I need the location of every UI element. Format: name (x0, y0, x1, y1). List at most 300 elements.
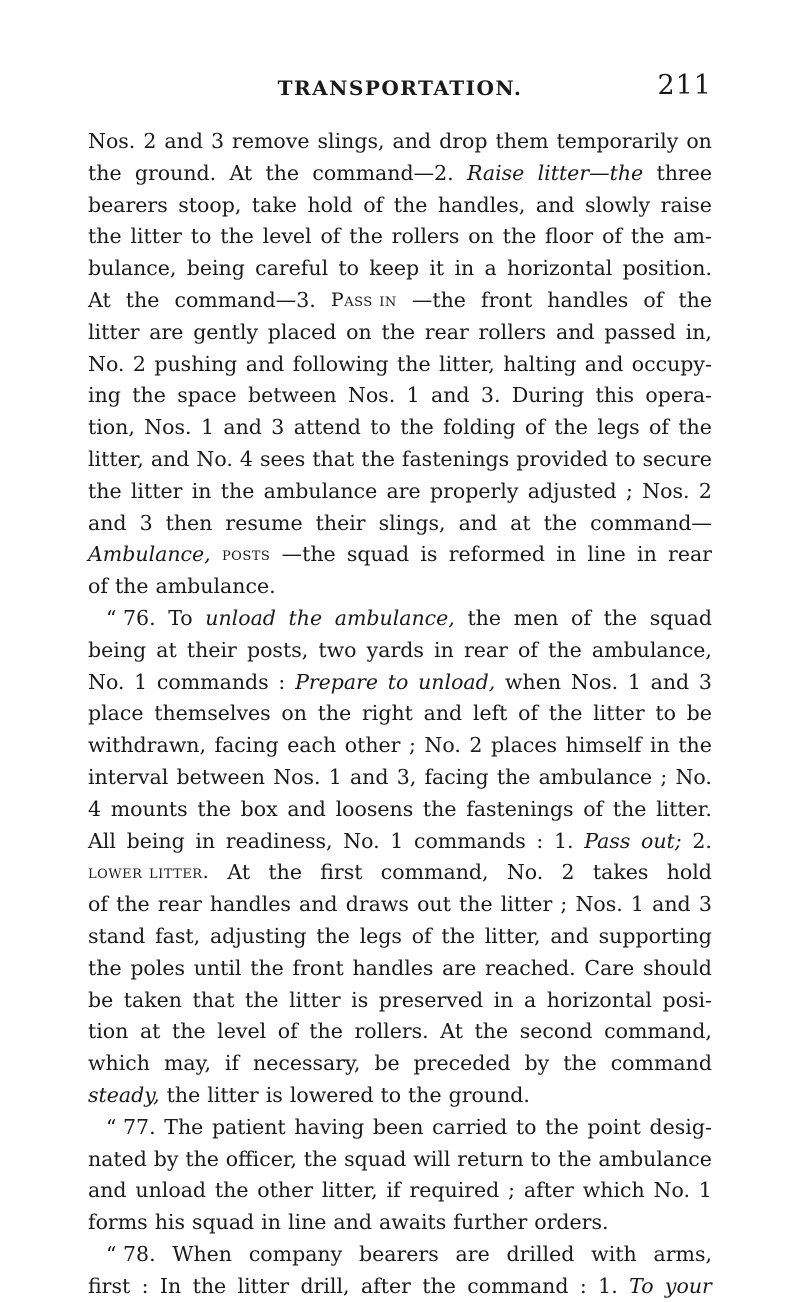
word: following (292, 351, 389, 376)
text-line (88, 1048, 712, 1080)
word: slings, (317, 129, 385, 153)
word: to (615, 446, 636, 471)
text-line (88, 412, 712, 444)
text-line (88, 698, 712, 730)
word: and (550, 923, 589, 948)
word: of (411, 923, 432, 948)
word: ; (508, 1178, 516, 1203)
text-line (88, 1175, 712, 1207)
word: the (408, 1082, 442, 1107)
word: litter, (439, 351, 495, 376)
word: remove (232, 129, 310, 153)
word: nated (88, 1146, 147, 1171)
word: posts, (246, 637, 309, 662)
word: The (164, 1114, 204, 1139)
word: Nos. (273, 764, 321, 789)
word: forms (88, 1210, 148, 1235)
word: preserved (378, 987, 484, 1012)
word: desig- (649, 1114, 712, 1139)
word: to (380, 1082, 402, 1107)
word: between (248, 383, 337, 408)
word: places (490, 733, 557, 758)
text-line (88, 476, 712, 508)
word: Nos. (144, 415, 192, 440)
word: —the (281, 542, 336, 567)
word: having (294, 1114, 365, 1139)
word: being (186, 256, 245, 281)
word: ambulance, (591, 637, 712, 662)
word: tion, (88, 415, 135, 440)
word: fastenings (401, 446, 510, 471)
word: bulance, (88, 256, 177, 281)
word: of (518, 637, 538, 662)
word: to (370, 415, 391, 440)
word: them (495, 129, 549, 153)
word: being (88, 637, 147, 662)
word: No. (675, 764, 712, 789)
word: of (583, 796, 604, 821)
word: 3 (698, 669, 712, 694)
word: your (664, 1273, 712, 1298)
text-line (88, 1207, 712, 1239)
word: the (361, 446, 395, 471)
text-line (88, 762, 712, 794)
word: handles (547, 287, 629, 312)
word: the (88, 160, 122, 185)
word: 1 (627, 669, 641, 694)
word: will (413, 1146, 451, 1171)
word: be (88, 987, 114, 1012)
word: adjusted (527, 478, 617, 503)
word: ; (408, 733, 416, 758)
word: men (513, 605, 559, 630)
word: squad (191, 1210, 255, 1235)
word: the (381, 319, 416, 344)
word: No. (196, 446, 233, 471)
word: rollers (478, 319, 547, 344)
word: are (455, 1241, 490, 1266)
word: in (434, 637, 454, 662)
word: and (333, 1210, 372, 1235)
word: posi- (662, 987, 712, 1012)
word: in (191, 478, 212, 503)
word: drilled (506, 1241, 575, 1266)
word: the (116, 892, 150, 917)
word: ; (560, 892, 568, 917)
word: at (139, 1019, 161, 1044)
word: and (150, 446, 190, 471)
word: of (525, 415, 545, 440)
word: litter, (484, 923, 541, 948)
word: facing (214, 733, 279, 758)
word: the (114, 574, 149, 599)
word: litter, (321, 1178, 378, 1203)
word: arms, (653, 1241, 712, 1266)
word: 4 (239, 446, 253, 471)
word: reformed (448, 542, 546, 567)
word: their (186, 637, 237, 662)
word: first (88, 1273, 131, 1298)
word: themselves (154, 701, 271, 726)
word: provided (516, 446, 608, 471)
word: pushing (154, 351, 238, 376)
text-line (88, 921, 712, 953)
word: which (88, 1051, 150, 1076)
word: two (318, 637, 357, 662)
word: are (149, 319, 184, 344)
word: horizontal (546, 987, 652, 1012)
word: to (530, 1146, 552, 1171)
word: command, (604, 1019, 712, 1044)
word: company (248, 1241, 343, 1266)
word: litter (130, 224, 182, 249)
word: and (349, 764, 389, 789)
word: of (277, 1019, 298, 1044)
word: command— (590, 510, 712, 535)
word: Ambulance, (88, 542, 211, 567)
word: by (153, 1146, 179, 1171)
word: on (686, 129, 712, 153)
word: the (557, 1146, 592, 1171)
word: the (400, 415, 434, 440)
word: take (251, 192, 297, 217)
word: and (431, 383, 470, 408)
word: 3, (396, 764, 417, 789)
word: 2 (698, 478, 712, 503)
word: 2. (692, 828, 712, 853)
text-line (88, 380, 712, 412)
word: and (287, 796, 326, 821)
word: their (315, 510, 366, 535)
word: Nos. (575, 892, 623, 917)
word: of (320, 224, 341, 249)
word: placed (267, 319, 337, 344)
word: “ 78. (106, 1241, 156, 1266)
word: the (349, 224, 383, 249)
word: is (420, 542, 438, 567)
word: on (281, 701, 307, 726)
word: litter (500, 892, 553, 917)
word: No. (343, 828, 380, 853)
word: in (454, 256, 475, 281)
word: keep (369, 256, 420, 281)
word: being (126, 828, 185, 853)
word: the (548, 701, 583, 726)
word: taken (123, 987, 183, 1012)
word: reached. (485, 955, 576, 980)
word: the (545, 1114, 579, 1139)
word: in (261, 1210, 281, 1235)
word: the (603, 605, 638, 630)
word: the (678, 733, 712, 758)
word: ambulance (598, 1146, 712, 1171)
word: further (453, 1210, 528, 1235)
word: the (467, 605, 502, 630)
word: gently (193, 319, 259, 344)
word: adjusting (209, 923, 307, 948)
word: on (468, 224, 494, 249)
word: litter, (88, 446, 144, 471)
word: opera- (645, 383, 712, 408)
word: To (168, 605, 193, 630)
word: unload, (418, 669, 496, 694)
word: in (556, 542, 577, 567)
word: the (459, 892, 493, 917)
word: ; (625, 478, 633, 503)
word: the (317, 701, 352, 726)
word: the (172, 1019, 206, 1044)
word: on (346, 319, 372, 344)
word: the (397, 351, 431, 376)
word: 2 (561, 860, 575, 885)
word: fast, (155, 923, 201, 948)
word: ground. (448, 1082, 530, 1107)
word: hold (307, 192, 353, 217)
word: carried (432, 1114, 508, 1139)
word: the (630, 224, 665, 249)
word: out (417, 892, 451, 917)
word: and (652, 892, 691, 917)
word: When (172, 1241, 233, 1266)
word: secure (642, 446, 712, 471)
word: tion (88, 1019, 129, 1044)
word: the (316, 923, 350, 948)
word: and (423, 701, 463, 726)
word: of (363, 192, 384, 217)
word: the (288, 605, 323, 630)
word: the (192, 1273, 227, 1298)
word: fastenings (466, 796, 574, 821)
word: mounts (110, 796, 188, 821)
word: occupy- (631, 351, 712, 376)
word: line (287, 1210, 327, 1235)
word: the (393, 192, 428, 217)
word: lowered (289, 1082, 374, 1107)
word: 3 (139, 510, 153, 535)
word: 1 (200, 415, 214, 440)
word: : (141, 1273, 149, 1298)
word: may, (163, 1051, 211, 1076)
word: ing (88, 383, 121, 408)
word: commands (156, 669, 269, 694)
word: passed (604, 319, 676, 344)
word: temporarily (556, 129, 679, 153)
word: second (519, 1019, 593, 1044)
word: : (579, 1273, 587, 1298)
word: position. (622, 256, 712, 281)
word: his (154, 1210, 185, 1235)
word: a (523, 987, 537, 1012)
word: takes (592, 860, 649, 885)
word: and (555, 319, 595, 344)
word: should (642, 955, 712, 980)
word: careful (255, 256, 329, 281)
word: 1 (328, 764, 342, 789)
word: the (265, 160, 300, 185)
word: To (629, 1273, 654, 1298)
word: “ 76. (106, 605, 156, 630)
word: bearers (88, 192, 168, 217)
word: of (88, 574, 108, 599)
word: lower litter. (88, 861, 210, 884)
word: squad (346, 542, 410, 567)
word: posts (221, 543, 271, 566)
word: level (217, 1019, 267, 1044)
word: the (474, 1019, 509, 1044)
word: and (245, 351, 285, 376)
word: been (372, 1114, 424, 1139)
text-line (88, 539, 712, 571)
word: the (502, 224, 537, 249)
word: litter. (656, 796, 712, 821)
word: the (166, 1082, 201, 1107)
word: During (511, 383, 585, 408)
word: ground. (134, 160, 217, 185)
text-line (88, 221, 712, 253)
word: patient (211, 1114, 286, 1139)
word: this (595, 383, 635, 408)
word: litter (130, 478, 183, 503)
running-head (88, 70, 712, 110)
word: other (257, 1178, 313, 1203)
word: that (192, 987, 235, 1012)
word: if (224, 1051, 240, 1076)
word: litter (593, 701, 645, 726)
word: 1. (598, 1273, 618, 1298)
word: with (591, 1241, 637, 1266)
word: at (510, 510, 531, 535)
word: 3 (271, 415, 285, 440)
word: to (338, 256, 359, 281)
text-line (88, 953, 712, 985)
word: the (496, 764, 531, 789)
word: At (88, 287, 111, 312)
word: Pass in (330, 288, 397, 311)
word: after (523, 1178, 574, 1203)
word: the (422, 796, 457, 821)
word: it (429, 256, 445, 281)
word: handles, (437, 192, 526, 217)
text-line (88, 857, 712, 889)
word: stand (88, 923, 146, 948)
word: the (309, 1019, 343, 1044)
word: be (374, 1051, 400, 1076)
word: 1 (630, 892, 644, 917)
word: in (195, 828, 216, 853)
word: necessary, (253, 1051, 361, 1076)
word: and (392, 129, 432, 153)
word: legs (359, 923, 402, 948)
word: and (299, 892, 338, 917)
word: supporting (598, 923, 712, 948)
word: left (472, 701, 508, 726)
word: rear (424, 319, 469, 344)
word: of (643, 287, 664, 312)
word: ambulance (538, 764, 653, 789)
word: : (278, 669, 286, 694)
word: when (505, 669, 562, 694)
word: No. (88, 351, 125, 376)
text-line (88, 285, 712, 317)
word: preceded (413, 1051, 511, 1076)
word: litter (207, 1082, 259, 1107)
word: 3 (698, 892, 712, 917)
word: front (481, 287, 533, 312)
word: rollers. (354, 1019, 429, 1044)
word: rear (668, 542, 712, 567)
text-line (88, 1144, 712, 1176)
word: properly (429, 478, 519, 503)
word: : (536, 828, 544, 853)
word: the (548, 637, 582, 662)
word: 1 (698, 1178, 712, 1203)
word: the (244, 987, 279, 1012)
word: orders. (534, 1210, 609, 1235)
word: ; (660, 764, 668, 789)
word: of (88, 892, 108, 917)
word: the (678, 415, 712, 440)
text-line (88, 635, 712, 667)
word: draws (345, 892, 409, 917)
word: the (441, 923, 475, 948)
word: command (610, 1051, 712, 1076)
body-text (88, 126, 712, 1302)
word: Nos. (642, 478, 690, 503)
text-line (88, 1271, 712, 1302)
word: out; (641, 828, 682, 853)
word: Raise (466, 160, 525, 185)
word: attend (293, 415, 361, 440)
word: unload (135, 1178, 207, 1203)
word: ambulance (263, 478, 378, 503)
text-line (88, 730, 712, 762)
text-line (88, 253, 712, 285)
word: resume (225, 510, 303, 535)
word: the (185, 1146, 219, 1171)
text-line (88, 190, 712, 222)
word: readiness, (225, 828, 333, 853)
word: in (637, 542, 657, 567)
word: steady, (88, 1082, 160, 1107)
word: the (250, 955, 284, 980)
word: to (655, 701, 676, 726)
word: are (442, 955, 477, 980)
word: each (287, 733, 337, 758)
word: in (493, 987, 514, 1012)
word: unload (205, 605, 276, 630)
word: the (88, 224, 122, 249)
word: and (164, 129, 203, 153)
word: sees (259, 446, 306, 471)
word: that (312, 446, 355, 471)
text-line (88, 1112, 712, 1144)
word: level (262, 224, 312, 249)
word: Prepare (295, 669, 379, 694)
word: litter (289, 987, 341, 1012)
text-line (88, 508, 712, 540)
word: the (303, 1146, 338, 1171)
word: No. (424, 733, 461, 758)
word: 4 (88, 796, 102, 821)
word: interval (88, 764, 169, 789)
word: be (686, 701, 712, 726)
word: of (602, 224, 622, 249)
word: the (214, 1178, 249, 1203)
word: of (571, 605, 591, 630)
word: himself (565, 733, 642, 758)
word: At (227, 860, 251, 885)
word: handles (209, 892, 291, 917)
